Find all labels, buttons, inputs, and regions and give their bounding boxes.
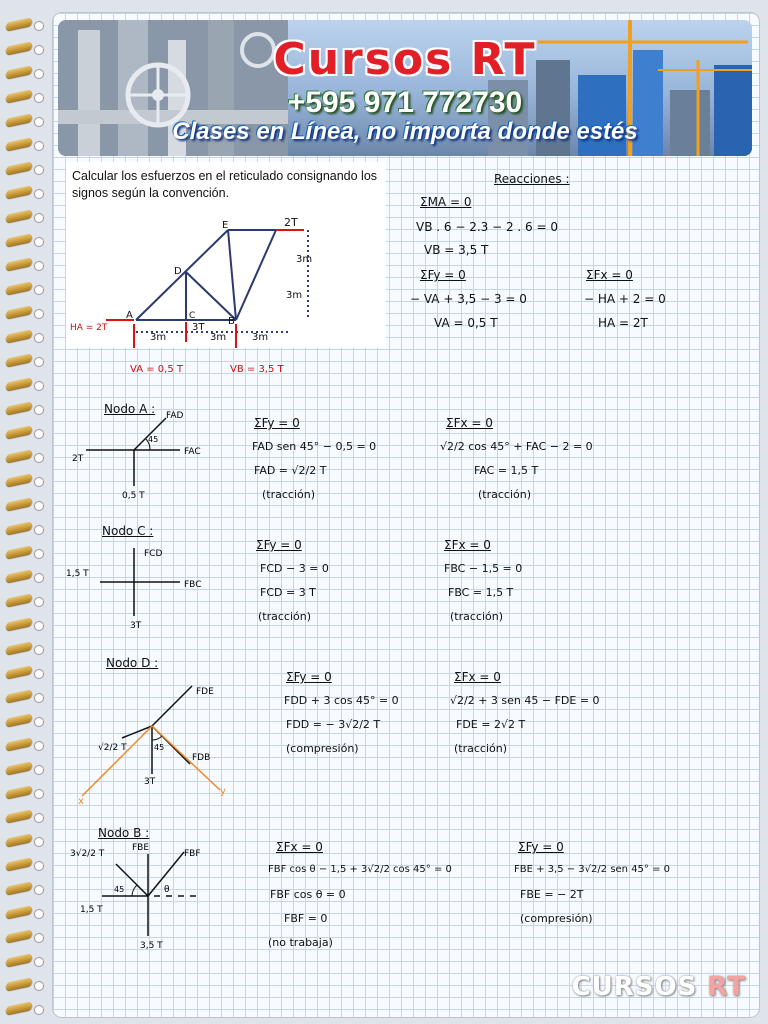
binding-ring <box>6 452 42 462</box>
node-d-downright-label: FDB <box>192 753 211 763</box>
reaction-ha-label: HA = 2T <box>70 323 108 333</box>
node-a-angle-label: 45 <box>148 435 159 444</box>
node-d-title: Nodo D : <box>106 656 159 670</box>
node-b-diagram <box>66 838 236 958</box>
node-b-up-label: FBE <box>132 843 150 853</box>
node-b-upleft-label: 3√2/2 T <box>70 849 105 859</box>
node-b-col2-line3: FBE = − 2T <box>520 888 584 901</box>
slogan: Clases en Línea, no importa donde estés <box>172 118 638 145</box>
node-d-col2-line4: (tracción) <box>454 742 508 755</box>
node-d-col1-line4: (compresión) <box>286 742 359 755</box>
node-a-col1-line2: FAD sen 45° − 0,5 = 0 <box>252 440 377 453</box>
problem-card <box>66 162 386 348</box>
binding-ring <box>6 356 42 366</box>
label-height-3: 3m <box>296 254 313 265</box>
binding-ring <box>6 92 42 102</box>
reactions-eq2: VB = 3,5 T <box>424 243 489 257</box>
node-d-down-label: 3T <box>144 777 156 787</box>
node-d-col2-line1: ΣFx = 0 <box>454 670 501 684</box>
node-c-left-label: 1,5 T <box>66 569 89 579</box>
binding-ring <box>6 428 42 438</box>
binding-ring <box>6 524 42 534</box>
node-a-col2-line2: √2/2 cos 45° + FAC − 2 = 0 <box>440 440 593 453</box>
label-height-2: 3m <box>286 290 303 301</box>
binding-ring <box>6 236 42 246</box>
node-b-col1-line3: FBF cos θ = 0 <box>270 888 346 901</box>
brand-watermark: CURSOS RT <box>571 972 746 1002</box>
node-b-upright-label: FBF <box>184 849 201 859</box>
node-c-col1-line2: FCD − 3 = 0 <box>260 562 329 575</box>
binding-ring <box>6 668 42 678</box>
node-a-col2-line1: ΣFx = 0 <box>446 416 493 430</box>
binding-ring <box>6 308 42 318</box>
binding-ring <box>6 644 42 654</box>
label-force-e: 2T <box>284 216 298 229</box>
binding-ring <box>6 812 42 822</box>
binding-ring <box>6 260 42 270</box>
node-c-col2-line1: ΣFx = 0 <box>444 538 491 552</box>
node-d-col1-line2: FDD + 3 cos 45° = 0 <box>284 694 399 707</box>
node-b-col1-line1: ΣFx = 0 <box>276 840 323 854</box>
binding-ring <box>6 44 42 54</box>
binding-ring <box>6 548 42 558</box>
reaction-vb-label: VB = 3,5 T <box>230 364 284 375</box>
node-c-col2-line4: (tracción) <box>450 610 504 623</box>
node-d-x-axis-label: x <box>78 796 84 807</box>
binding-ring <box>6 716 42 726</box>
reactions-sum-fx: ΣFx = 0 <box>586 268 633 282</box>
label-dist-1: 3m <box>150 332 167 343</box>
node-e-label: E <box>222 220 229 231</box>
reactions-eq3: − VA + 3,5 − 3 = 0 <box>410 292 527 306</box>
binding-ring <box>6 572 42 582</box>
binding-ring <box>6 620 42 630</box>
node-c-col1-line1: ΣFy = 0 <box>256 538 302 552</box>
binding-ring <box>6 212 42 222</box>
node-a-down-label: 0,5 T <box>122 491 145 501</box>
binding-ring <box>6 116 42 126</box>
binding-ring <box>6 332 42 342</box>
binding-ring <box>6 500 42 510</box>
binding-ring <box>6 884 42 894</box>
binding-ring <box>6 20 42 30</box>
binding-ring <box>6 692 42 702</box>
node-a-col1-line1: ΣFy = 0 <box>254 416 300 430</box>
binding-ring <box>6 788 42 798</box>
node-d-col2-line2: √2/2 + 3 sen 45 − FDE = 0 <box>450 694 600 707</box>
node-d-y-axis-label: y <box>220 786 226 797</box>
node-c-col1-line3: FCD = 3 T <box>260 586 316 599</box>
node-c-col2-line3: FBC = 1,5 T <box>448 586 514 599</box>
binding-ring <box>6 188 42 198</box>
node-d-col1-line1: ΣFy = 0 <box>286 670 332 684</box>
node-d-diagram <box>74 678 244 818</box>
label-dist-3: 3m <box>252 332 269 343</box>
truss-figure <box>66 162 386 348</box>
node-a-title: Nodo A : <box>104 402 156 416</box>
binding-ring <box>6 284 42 294</box>
node-a-col2-line4: (tracción) <box>478 488 532 501</box>
binding-ring <box>6 476 42 486</box>
node-c-col1-line4: (tracción) <box>258 610 312 623</box>
node-c-title: Nodo C : <box>102 524 154 538</box>
binding-ring <box>6 956 42 966</box>
node-b-down-label: 3,5 T <box>140 941 163 951</box>
node-c-down-label: 3T <box>130 621 142 630</box>
binding-ring <box>6 980 42 990</box>
node-a-left-label: 2T <box>72 454 84 464</box>
node-d-angle-label: 45 <box>154 743 165 752</box>
node-d-col1-line3: FDD = − 3√2/2 T <box>286 718 381 731</box>
binding-ring <box>6 140 42 150</box>
node-b-angle-label: 45 <box>114 885 125 894</box>
node-b-col2-line2: FBE + 3,5 − 3√2/2 sen 45° = 0 <box>514 864 671 875</box>
reactions-eq6: HA = 2T <box>598 316 648 330</box>
binding-ring <box>6 860 42 870</box>
node-b-left-label: 1,5 T <box>80 905 103 915</box>
node-a-col2-line3: FAC = 1,5 T <box>474 464 539 477</box>
reactions-eq4: VA = 0,5 T <box>434 316 498 330</box>
label-force-c: 3T <box>192 322 205 333</box>
binding-ring <box>6 764 42 774</box>
binding-ring <box>6 932 42 942</box>
problem-statement: Calcular los esfuerzos en el reticulado consignando los signos según la convención. <box>72 169 378 200</box>
reaction-va-label: VA = 0,5 T <box>130 364 183 375</box>
label-dist-2: 3m <box>210 332 227 343</box>
node-a-col1-line4: (tracción) <box>262 488 316 501</box>
node-c-label: C <box>189 311 196 321</box>
node-a-diagram <box>66 406 206 506</box>
node-c-diagram <box>64 540 214 630</box>
binding-ring <box>6 1004 42 1014</box>
binding-ring <box>6 380 42 390</box>
reactions-sum-ma: ΣMA = 0 <box>420 195 472 209</box>
header-banner <box>58 20 752 156</box>
node-a-up-label: FAD <box>166 411 184 421</box>
brand-title: Cursos RT <box>273 34 537 85</box>
node-b-theta-label: θ <box>164 885 170 895</box>
node-b-label: B <box>228 316 235 327</box>
node-b-col1-line4: FBF = 0 <box>284 912 328 925</box>
spiral-binding <box>0 0 52 1024</box>
binding-ring <box>6 164 42 174</box>
node-b-col2-line1: ΣFy = 0 <box>518 840 564 854</box>
binding-ring <box>6 404 42 414</box>
node-c-up-label: FCD <box>144 549 163 559</box>
reactions-eq1: VB . 6 − 2.3 − 2 . 6 = 0 <box>416 220 559 234</box>
node-d-left-label: √2/2 T <box>98 743 127 753</box>
binding-ring <box>6 596 42 606</box>
node-c-col2-line2: FBC − 1,5 = 0 <box>444 562 523 575</box>
reactions-title: Reacciones : <box>494 172 570 186</box>
binding-ring <box>6 68 42 78</box>
node-b-title: Nodo B : <box>98 826 150 840</box>
node-b-col2-line4: (compresión) <box>520 912 593 925</box>
reactions-sum-fy: ΣFy = 0 <box>420 268 466 282</box>
node-d-col2-line3: FDE = 2√2 T <box>456 718 526 731</box>
node-b-col1-line2: FBF cos θ − 1,5 + 3√2/2 cos 45° = 0 <box>268 864 452 875</box>
reactions-eq5: − HA + 2 = 0 <box>584 292 666 306</box>
node-b-col1-line5: (no trabaja) <box>268 936 333 949</box>
binding-ring <box>6 740 42 750</box>
phone-number: +595 971 772730 <box>287 86 523 119</box>
binding-ring <box>6 836 42 846</box>
node-a-right-label: FAC <box>184 447 201 457</box>
node-a-label: A <box>126 310 133 321</box>
binding-ring <box>6 908 42 918</box>
node-a-col1-line3: FAD = √2/2 T <box>254 464 327 477</box>
node-c-right-label: FBC <box>184 580 202 590</box>
node-d-label: D <box>174 266 182 277</box>
node-d-upright-label: FDE <box>196 687 214 697</box>
